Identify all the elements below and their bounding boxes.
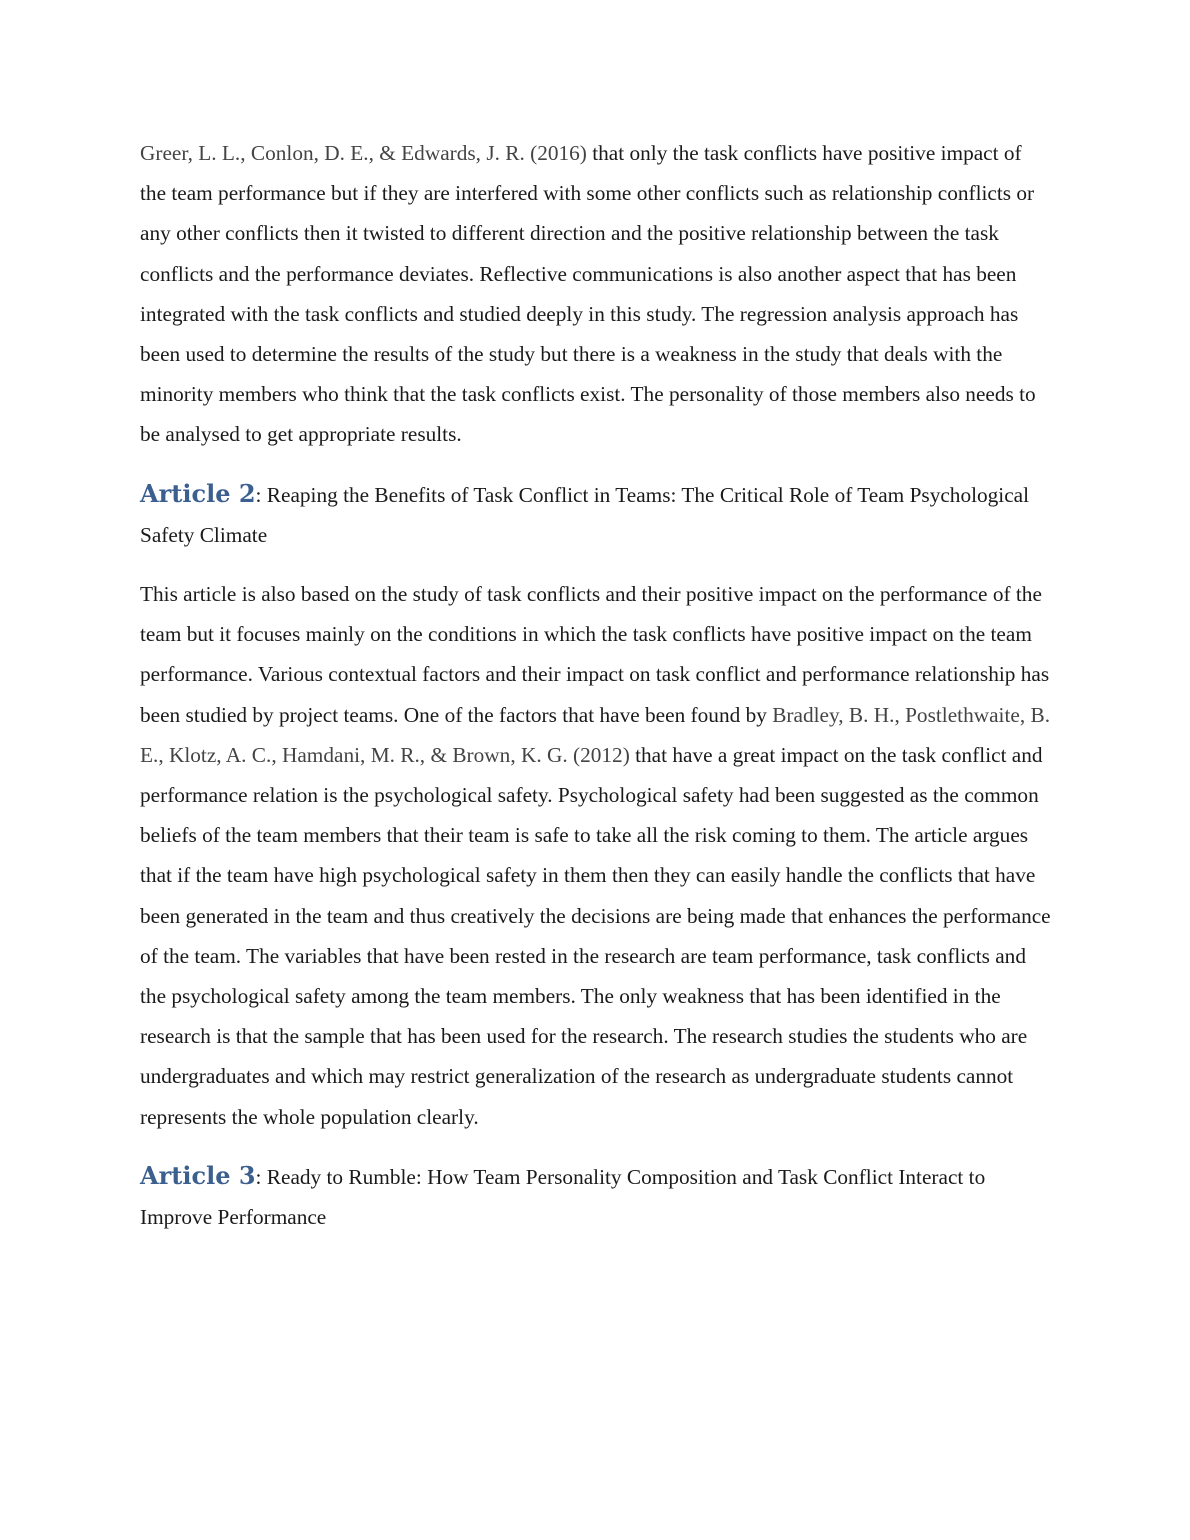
citation-greer-2016: Greer, L. L., Conlon, D. E., & Edwards, J. R. (2016) — [140, 141, 587, 165]
article-3-heading — [140, 1156, 1052, 1237]
document-page — [140, 133, 1052, 1256]
article-3-label: Article 3 — [140, 1160, 256, 1190]
article-2-title: Reaping the Benefits of Task Conflict in Teams: The Critical Role of Team Psychological Safety Climate — [140, 482, 1030, 547]
paragraph-text-after: that have a great impact on the task conflict and performance relation is the psychological safety. Psychological safety had been suggested as the common beliefs of the team members that their team is safe to take all the risk coming to them. The article argues that if the team have high psychological safety in them then they can easily handle the conflicts that have been generated in the team and thus creatively the decisions are being made that enhances the performance of the team. The variables that have been rested in the research are team performance, task conflicts and the psychological safety among the team members. The only weakness that has been identified in the research is that the sample that has been used for the research. The research studies the students who are undergraduates and which may restrict generalization of the research as undergraduate students cannot represents the whole population clearly. — [140, 742, 1051, 1129]
article-3-separator: : — [255, 1164, 267, 1189]
article-2-heading — [140, 474, 1052, 555]
article-2-separator: : — [255, 482, 267, 507]
article-2-label: Article 2 — [140, 478, 256, 508]
citation-bradley-2012: Bradley, B. H., Postlethwaite, B. E., Klotz, A. C., Hamdani, M. R., & Brown, K. G. (2012) — [140, 702, 1051, 767]
paragraph-text-before: This article is also based on the study of task conflicts and their positive impact on the performance of the team but it focuses mainly on the conditions in which the task conflicts have positive impact on the team performance. Various contextual factors and their impact on task conflict and performance relationship has been studied by project teams. One of the factors that have been found by — [140, 582, 1050, 727]
paragraph-text: that only the task conflicts have positive impact of the team performance but if they are interfered with some other conflicts such as relationship conflicts or any other conflicts then it twisted to different direction and the positive relationship between the task conflicts and the performance deviates. Reflective communications is also another aspect that has been integrated with the task conflicts and studied deeply in this study. The regression analysis approach has been used to determine the results of the study but there is a weakness in the study that deals with the minority members who think that the task conflicts exist. The personality of those members also needs to be analysed to get appropriate results. — [140, 141, 1036, 447]
article-3-title: Ready to Rumble: How Team Personality Composition and Task Conflict Interact to Improve Performance — [140, 1164, 986, 1230]
paragraph-article-2-summary — [140, 574, 1052, 1137]
paragraph-greer-review — [140, 133, 1052, 455]
